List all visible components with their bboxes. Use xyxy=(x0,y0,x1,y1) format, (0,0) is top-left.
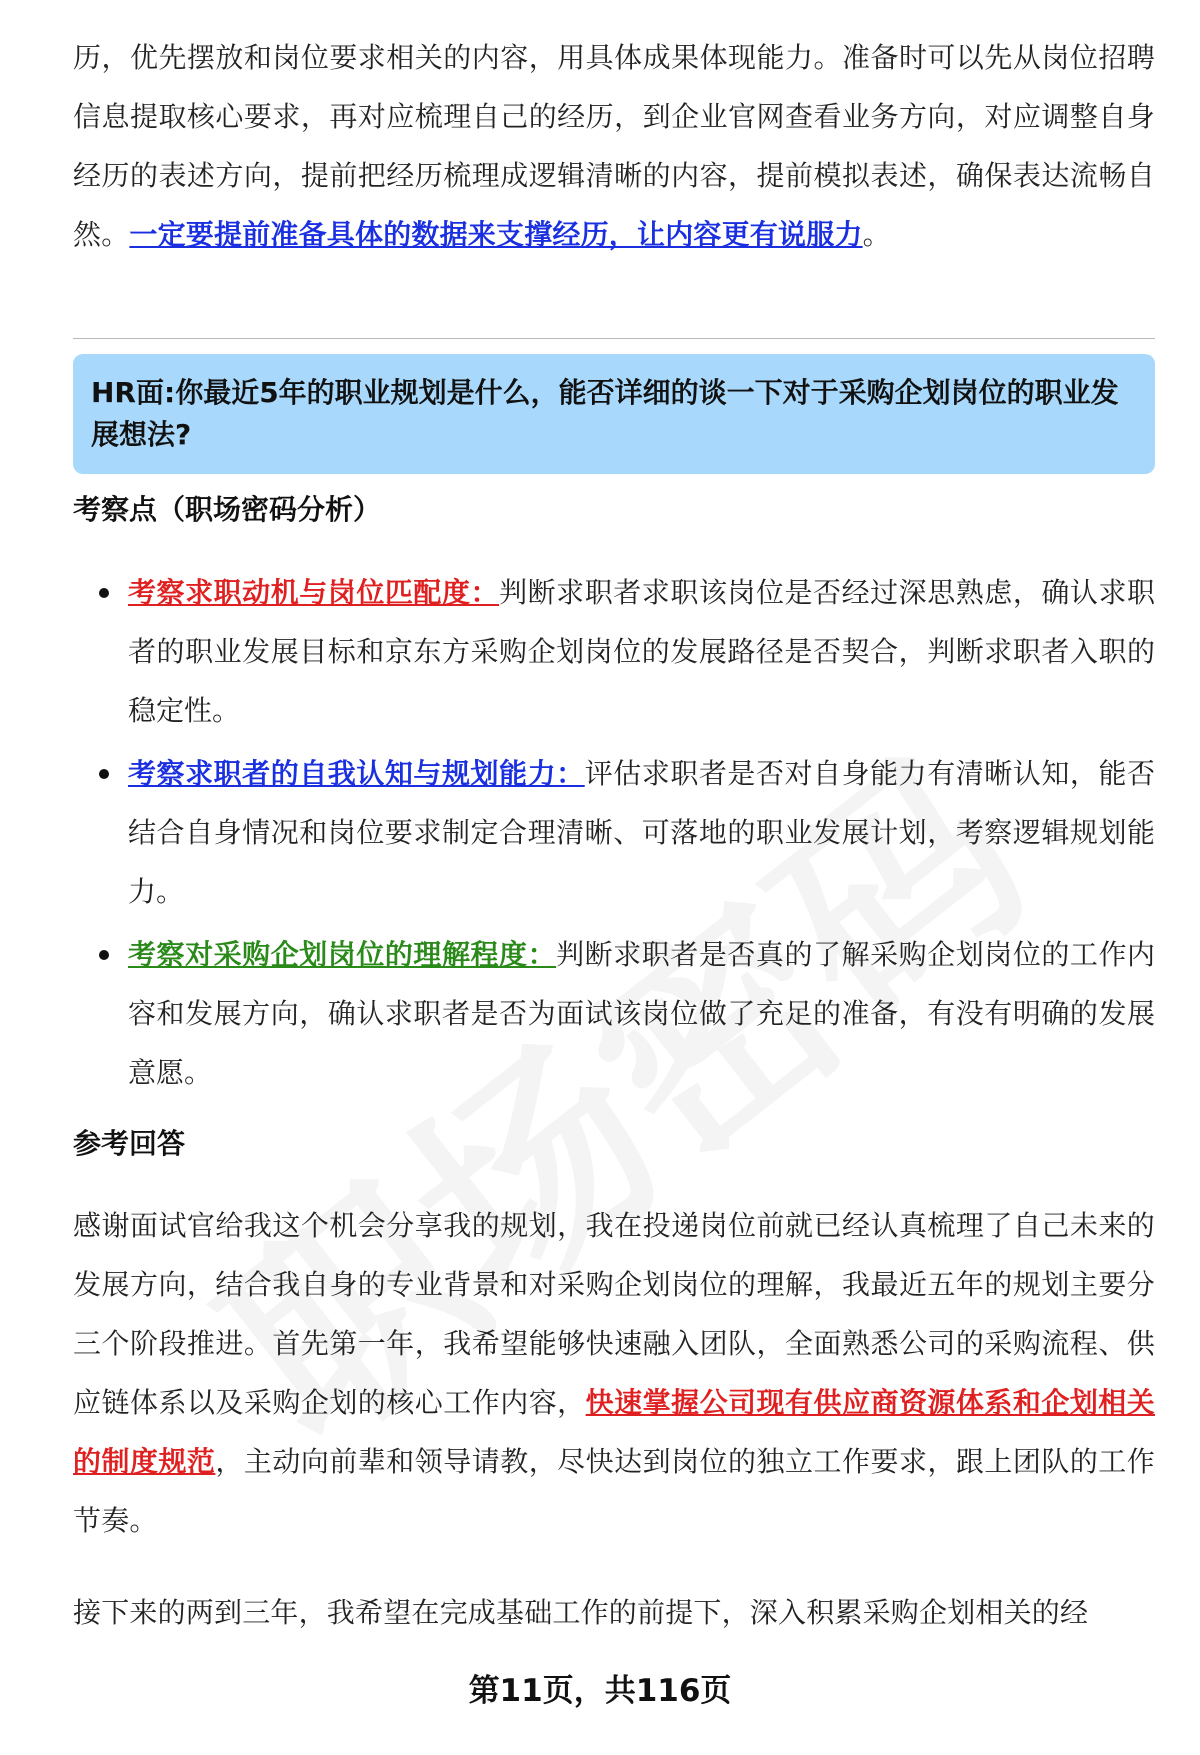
answer-text: 感谢面试官给我这个机会分享我的规划，我在投递岗位前就已经认真梳理了自己未来的发展方向，结合我自身的专业背景和对采购企划岗位的理解，我最近五年的规划主要分三个阶段推进。首先第一年，我希望能够快速融入团队，全面熟悉公司的采购流程、供应链体系以及采购企划的核心工作内容， xyxy=(73,1209,1155,1419)
intro-text: 历，优先摆放和岗位要求相关的内容，用具体成果体现能力。准备时可以先从岗位招聘信息提取核心要求，再对应梳理自己的经历，到企业官网查看业务方向，对应调整自身经历的表述方向，提前把经历梳理成逻辑清晰的内容，提前模拟表述，确保表达流畅自然。 xyxy=(73,41,1155,251)
bullet-icon xyxy=(99,950,109,960)
item-label: 考察对采购企划岗位的理解程度： xyxy=(128,938,557,971)
analysis-list xyxy=(73,563,1155,1106)
item-text: 评估求职者是否对自身能力有清晰认知，能否结合自身情况和岗位要求制定合理清晰、可落地的职业发展计划，考察逻辑规划能力。 xyxy=(128,757,1155,908)
page-number: 第11页，共116页 xyxy=(468,1673,732,1709)
item-text: 判断求职者求职该岗位是否经过深思熟虑，确认求职者的职业发展目标和京东方采购企划岗位的发展路径是否契合，判断求职者入职的稳定性。 xyxy=(128,576,1155,727)
item-text: 判断求职者是否真的了解采购企划岗位的工作内容和发展方向，确认求职者是否为面试该岗位做了充足的准备，有没有明确的发展意愿。 xyxy=(128,938,1155,1089)
answer-paragraph-2: 接下来的两到三年，我希望在完成基础工作的前提下，深入积累采购企划相关的经 xyxy=(73,1596,1089,1629)
analysis-heading: 考察点（职场密码分析） xyxy=(73,493,382,526)
intro-paragraph xyxy=(73,28,1155,264)
intro-end: 。 xyxy=(862,218,891,251)
item-label: 考察求职者的自我认知与规划能力： xyxy=(128,757,585,790)
list-item xyxy=(73,744,1155,921)
answer-highlight: 快速掌握公司现有供应商资源体系和企划相关的制度规范 xyxy=(73,1386,1155,1478)
bullet-icon xyxy=(99,588,109,598)
intro-highlight: 一定要提前准备具体的数据来支撑经历，让内容更有说服力 xyxy=(129,218,863,251)
list-item xyxy=(73,563,1155,740)
answer-text-end: ，主动向前辈和领导请教，尽快达到岗位的独立工作要求，跟上团队的工作节奏。 xyxy=(73,1445,1155,1537)
question-text: HR面:你最近5年的职业规划是什么，能否详细的谈一下对于采购企划岗位的职业发展想法? xyxy=(91,376,1119,451)
list-item xyxy=(73,925,1155,1102)
question-box xyxy=(73,354,1155,474)
answer-paragraph-1 xyxy=(73,1196,1155,1550)
item-label: 考察求职动机与岗位匹配度： xyxy=(128,576,500,609)
section-divider xyxy=(73,338,1155,339)
answer-heading: 参考回答 xyxy=(73,1127,186,1160)
bullet-icon xyxy=(99,769,109,779)
